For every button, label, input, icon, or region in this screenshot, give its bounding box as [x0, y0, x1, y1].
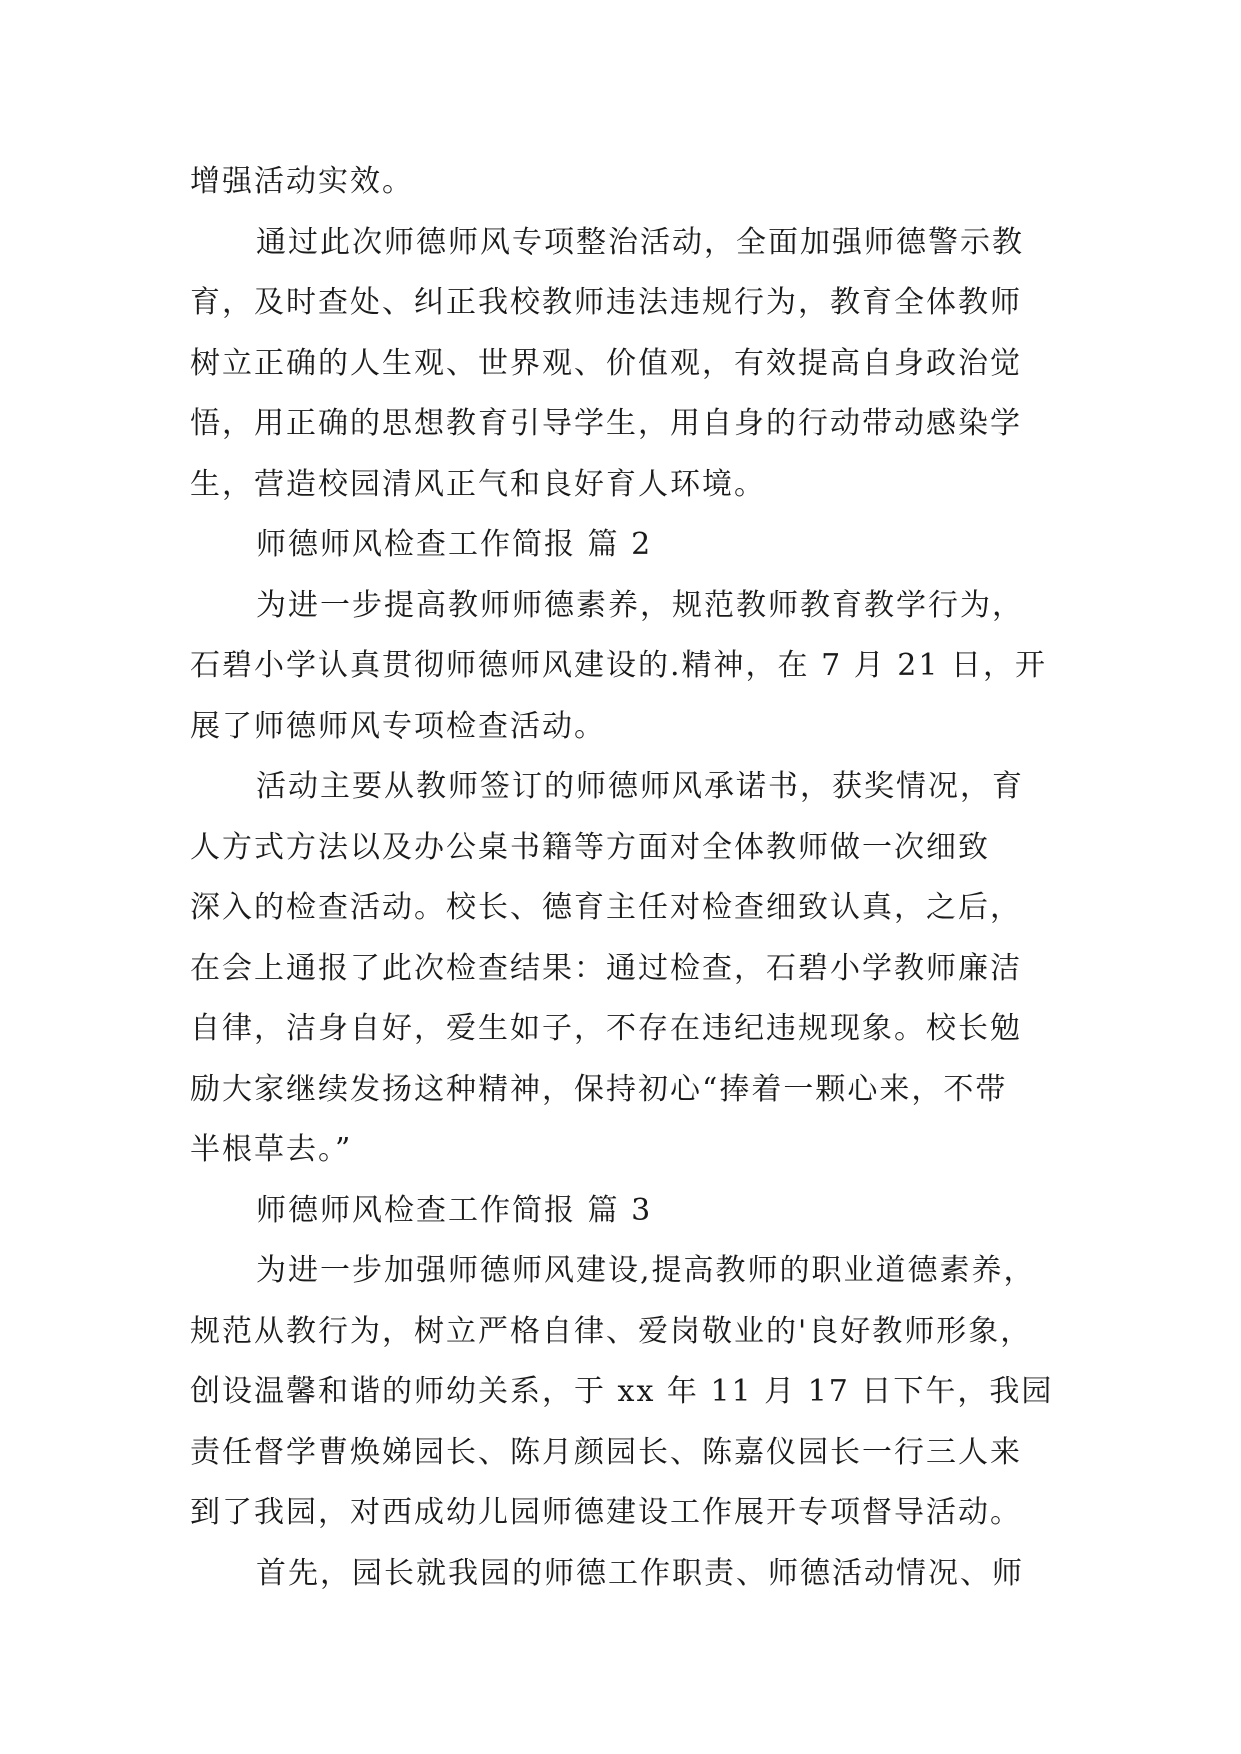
text-line: 自律，洁身自好，爱生如子，不存在违纪违规现象。校长勉 — [190, 1011, 1022, 1046]
text-line: 励大家继续发扬这种精神，保持初心“捧着一颗心来，不带 — [190, 1071, 1008, 1107]
text-line: 半根草去。” — [190, 1132, 353, 1167]
text-line: 通过此次师德师风专项整治活动，全面加强师德警示教 — [256, 224, 1024, 260]
text-line: 树立正确的人生观、世界观、价值观，有效提高自身政治觉 — [190, 345, 1022, 381]
text-line: 责任督学曹焕娣园长、陈月颜园长、陈嘉仪园长一行三人来 — [190, 1434, 1022, 1470]
text-line: 深入的检查活动。校长、德育主任对检查细致认真，之后， — [190, 890, 1022, 925]
text-line: 悟，用正确的思想教育引导学生，用自身的行动带动感染学 — [190, 406, 1022, 441]
document-body — [190, 152, 1060, 1604]
text-line: 到了我园，对西成幼儿园师德建设工作展开专项督导活动。 — [190, 1495, 1022, 1530]
text-line: 为进一步提高教师师德素养，规范教师教育教学行为， — [256, 587, 1024, 623]
text-line: 石碧小学认真贯彻师德师风建设的.精神，在 7 月 21 日，开 — [190, 648, 1047, 683]
text-line: 人方式方法以及办公桌书籍等方面对全体教师做一次细致 — [190, 829, 990, 865]
text-line: 创设温馨和谐的师幼关系，于 xx 年 11 月 17 日下午，我园 — [190, 1374, 1054, 1409]
text-line: 展了师德师风专项检查活动。 — [190, 708, 606, 744]
text-line: 增强活动实效。 — [190, 164, 414, 199]
text-line: 规范从教行为，树立严格自律、爱岗敬业的'良好教师形象， — [190, 1313, 1033, 1349]
text-line: 生，营造校园清风正气和良好育人环境。 — [190, 466, 766, 502]
section-heading-2: 师德师风检查工作简报 篇 2 — [256, 527, 653, 562]
text-line: 在会上通报了此次检查结果：通过检查，石碧小学教师廉洁 — [190, 950, 1022, 986]
text-line: 首先，园长就我园的师德工作职责、师德活动情况、师 — [256, 1555, 1024, 1591]
text-line: 为进一步加强师德师风建设,提高教师的职业道德素养， — [256, 1253, 1036, 1288]
text-line: 活动主要从教师签订的师德师风承诺书，获奖情况，育 — [256, 769, 1024, 804]
text-line: 育，及时查处、纠正我校教师违法违规行为，教育全体教师 — [190, 285, 1022, 320]
section-heading-3: 师德师风检查工作简报 篇 3 — [256, 1192, 653, 1228]
